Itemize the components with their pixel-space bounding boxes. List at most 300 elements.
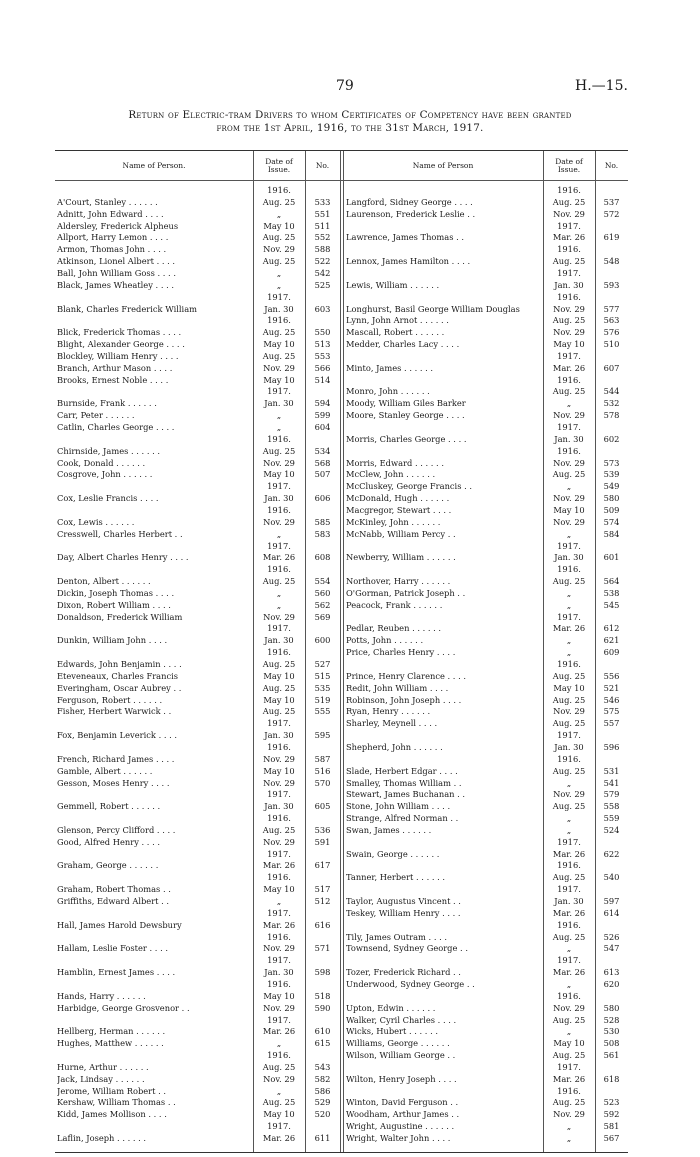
person-name: Price, Charles Henry . . . .: [346, 647, 456, 658]
table-row: [55, 1062, 628, 1072]
certificate-number: 587: [314, 753, 331, 764]
issue-date: 1916.: [267, 813, 291, 824]
certificate-number: 549: [603, 481, 620, 492]
issue-date: 1916.: [557, 1085, 581, 1096]
issue-date: Aug. 25: [552, 801, 586, 812]
table-row: [55, 754, 628, 764]
issue-date: Nov. 29: [553, 208, 585, 219]
certificate-number: 605: [314, 801, 331, 812]
issue-date: Aug. 25: [552, 315, 586, 326]
table-row: [55, 695, 628, 705]
certificate-number: 606: [314, 493, 331, 504]
issue-date: 1916.: [267, 741, 291, 752]
person-name: Gamble, Albert . . . . . .: [57, 765, 153, 776]
issue-date: Aug. 25: [262, 445, 296, 456]
certificate-number: 539: [603, 469, 620, 480]
certificate-number: 574: [603, 516, 620, 527]
person-name: Minto, James . . . . . .: [346, 362, 434, 373]
table-row: [55, 1015, 628, 1025]
person-name: Laflin, Joseph . . . . . .: [57, 1133, 147, 1143]
issue-date: Nov. 29: [263, 1002, 295, 1013]
issue-date: 1917.: [557, 422, 581, 432]
person-name: Morris, Edward . . . . . .: [346, 457, 444, 468]
certificate-number: 597: [603, 896, 620, 906]
certificate-number: 564: [603, 576, 620, 587]
issue-date: „: [566, 813, 572, 824]
person-name: Graham, George . . . . . .: [57, 860, 159, 871]
issue-date: Jan. 30: [264, 398, 294, 409]
certificate-number: 595: [314, 730, 331, 741]
person-name: Everingham, Oscar Aubrey . .: [57, 682, 182, 693]
certificate-number: 622: [603, 848, 620, 859]
left-name-header: Name of Person.: [122, 160, 186, 170]
certificate-number: 525: [314, 279, 331, 290]
person-name: Jack, Lindsay . . . . . .: [57, 1073, 145, 1084]
issue-date: 1917.: [557, 611, 581, 622]
person-name: Catlin, Charles George . . . .: [57, 422, 175, 432]
issue-date: May 10: [263, 339, 295, 350]
issue-date: „: [566, 777, 572, 788]
issue-date: Aug. 25: [262, 1097, 296, 1108]
certificate-number: 511: [314, 220, 331, 231]
certificate-number: 570: [314, 777, 331, 788]
certificate-number: 521: [603, 682, 620, 693]
person-name: Ball, John William Goss . . . .: [57, 267, 176, 278]
person-name: Hands, Harry . . . . . .: [57, 990, 146, 1001]
person-name: Northover, Harry . . . . . .: [346, 576, 451, 587]
certificate-number: 518: [314, 990, 331, 1001]
person-name: Denton, Albert . . . . . .: [57, 576, 151, 587]
issue-date: 1917.: [267, 540, 291, 551]
table-row: [55, 813, 628, 823]
issue-date: 1917.: [267, 848, 291, 859]
issue-date: 1917.: [267, 623, 291, 634]
person-name: Burnside, Frank . . . . . .: [57, 398, 157, 409]
table-row: [55, 730, 628, 740]
certificate-number: 526: [603, 931, 620, 942]
issue-date: Aug. 25: [262, 706, 296, 717]
certificate-number: 576: [603, 327, 620, 338]
certificate-number: 560: [314, 587, 331, 598]
certificate-number: 551: [314, 208, 331, 219]
certificate-number: 541: [603, 777, 620, 788]
table-row: [55, 292, 628, 302]
issue-date: 1916.: [557, 919, 581, 930]
issue-date: Aug. 25: [262, 350, 296, 361]
table-row: [55, 896, 628, 906]
issue-date: Nov. 29: [263, 362, 295, 373]
issue-date: Aug. 25: [262, 1061, 296, 1072]
page-number: 79: [336, 78, 354, 94]
issue-date: „: [276, 1038, 282, 1049]
table-row: [55, 315, 628, 325]
issue-date: „: [276, 279, 282, 290]
table-row: [55, 801, 628, 811]
issue-date: Nov. 29: [553, 457, 585, 468]
person-name: Morris, Charles George . . . .: [346, 433, 467, 444]
issue-date: Aug. 25: [552, 256, 586, 267]
person-name: Dickin, Joseph Thomas . . . .: [57, 587, 175, 598]
person-name: Ryan, Henry . . . . . .: [346, 706, 431, 717]
table-row: [55, 363, 628, 373]
issue-date: 1917.: [557, 955, 581, 966]
certificate-number: 621: [603, 635, 620, 646]
table-row: [55, 849, 628, 859]
issue-date: 1916.: [557, 564, 581, 575]
table-row: [55, 410, 628, 420]
issue-date: 1917.: [267, 1014, 291, 1025]
person-name: Lawrence, James Thomas . .: [346, 232, 465, 243]
person-name: Wicks, Hubert . . . . . .: [346, 1026, 438, 1037]
table-row: [55, 185, 628, 195]
certificate-number: 545: [603, 599, 620, 610]
certificate-number: 614: [603, 907, 620, 918]
certificate-number: 569: [314, 611, 331, 622]
person-name: Fox, Benjamin Leverick . . . .: [57, 730, 178, 741]
certificate-number: 582: [314, 1073, 331, 1084]
person-name: Cox, Lewis . . . . . .: [57, 516, 135, 527]
issue-date: Mar. 26: [262, 1026, 296, 1037]
issue-date: „: [566, 599, 572, 610]
certificate-number: 514: [314, 374, 331, 385]
issue-date: 1917.: [557, 220, 581, 231]
person-name: Robinson, John Joseph . . . .: [346, 694, 462, 705]
issue-date: 1916.: [267, 185, 291, 195]
table-row: [55, 304, 628, 314]
table-row: [55, 706, 628, 716]
certificate-number: 563: [603, 315, 620, 326]
table-row: [55, 446, 628, 456]
issue-date: 1917.: [557, 730, 581, 741]
table-row: [55, 932, 628, 942]
issue-date: 1916.: [267, 647, 291, 658]
certificate-number: 537: [603, 196, 620, 207]
issue-date: Jan. 30: [554, 279, 584, 290]
person-name: Laurenson, Frederick Leslie . .: [346, 208, 476, 219]
person-name: Wright, Augustine . . . . . .: [346, 1121, 455, 1132]
table-row: [55, 991, 628, 1001]
table-row: [55, 1003, 628, 1013]
person-name: McCluskey, George Francis . .: [346, 481, 473, 492]
issue-date: 1916.: [557, 291, 581, 302]
issue-date: Mar. 26: [552, 848, 586, 859]
person-name: Dunkin, William John . . . .: [57, 635, 168, 646]
issue-date: 1916.: [557, 445, 581, 456]
certificate-number: 575: [603, 706, 620, 717]
person-name: Lynn, John Arnot . . . . . .: [346, 315, 449, 326]
person-name: Wilton, Henry Joseph . . . .: [346, 1073, 457, 1084]
certificate-number: 573: [603, 457, 620, 468]
table-row: [55, 1086, 628, 1096]
title-line-1: Return of Electric-tram Drivers to whom Certificates of Competency have been granted: [128, 109, 572, 121]
table-row: [55, 351, 628, 361]
certificate-number: 578: [603, 410, 620, 421]
certificate-number: 552: [314, 232, 331, 243]
certificate-number: 556: [603, 670, 620, 681]
issue-date: Nov. 29: [553, 327, 585, 338]
issue-date: Nov. 29: [263, 1073, 295, 1084]
person-name: O'Gorman, Patrick Joseph . .: [346, 587, 466, 598]
person-name: Peacock, Frank . . . . . .: [346, 599, 443, 610]
person-name: Aldersley, Frederick Alpheus: [57, 220, 179, 231]
table-row: [55, 943, 628, 953]
certificate-number: 512: [314, 896, 331, 906]
certificate-number: 562: [314, 599, 331, 610]
issue-date: Aug. 25: [552, 1050, 586, 1061]
person-name: Macgregor, Stewart . . . .: [346, 504, 452, 515]
issue-date: 1916.: [267, 1050, 291, 1061]
person-name: Cook, Donald . . . . . .: [57, 457, 146, 468]
issue-date: „: [276, 587, 282, 598]
table-row: [55, 647, 628, 657]
certificate-number: 600: [314, 635, 331, 646]
issue-date: Nov. 29: [553, 516, 585, 527]
person-name: Glenson, Percy Clifford . . . .: [57, 824, 176, 835]
issue-date: Nov. 29: [263, 753, 295, 764]
certificate-number: 583: [314, 528, 331, 539]
right-name-header: Name of Person: [412, 160, 474, 170]
person-name: Teskey, William Henry . . . .: [346, 907, 461, 918]
person-name: Gemmell, Robert . . . . . .: [57, 801, 161, 812]
person-name: Longhurst, Basil George William Douglas: [346, 303, 520, 314]
table-row: [55, 860, 628, 870]
issue-date: Jan. 30: [264, 635, 294, 646]
certificate-number: 611: [314, 1133, 331, 1143]
person-name: Moore, Stanley George . . . .: [346, 410, 465, 421]
person-name: Graham, Robert Thomas . .: [57, 884, 171, 895]
table-row: [55, 422, 628, 432]
table-row: [55, 541, 628, 551]
issue-date: 1916.: [267, 504, 291, 515]
certificate-number: 528: [603, 1014, 620, 1025]
person-name: Taylor, Augustus Vincent . .: [346, 896, 461, 906]
issue-date: 1916.: [557, 185, 581, 195]
table-row: [55, 398, 628, 408]
certificate-number: 530: [603, 1026, 620, 1037]
certificate-number: 534: [314, 445, 331, 456]
issue-date: Mar. 26: [262, 860, 296, 871]
table-row: [55, 635, 628, 645]
issue-date: „: [566, 398, 572, 409]
issue-date: Nov. 29: [553, 1109, 585, 1120]
left-date-header: Date of Issue.: [265, 156, 293, 174]
table-row: [55, 884, 628, 894]
issue-date: Mar. 26: [552, 623, 586, 634]
table-row: [55, 1026, 628, 1036]
table-row: [55, 375, 628, 385]
certificate-number: 615: [314, 1038, 331, 1049]
issue-date: „: [566, 1133, 572, 1143]
issue-date: 1917.: [267, 1121, 291, 1132]
table-row: [55, 481, 628, 491]
person-name: Donaldson, Frederick William: [57, 611, 183, 622]
issue-date: Nov. 29: [263, 244, 295, 255]
person-name: Newberry, William . . . . . .: [346, 552, 456, 563]
table-row: [55, 197, 628, 207]
certificate-number: 548: [603, 256, 620, 267]
issue-date: Aug. 25: [552, 196, 586, 207]
certificate-number: 619: [603, 232, 620, 243]
person-name: Fisher, Herbert Warwick . .: [57, 706, 172, 717]
person-name: Slade, Herbert Edgar . . . .: [346, 765, 458, 776]
certificate-number: 540: [603, 872, 620, 883]
right-date-header: Date of Issue.: [555, 156, 583, 174]
issue-date: Aug. 25: [262, 256, 296, 267]
issue-date: Aug. 25: [262, 327, 296, 338]
person-name: Blank, Charles Frederick William: [57, 303, 198, 314]
certificate-number: 557: [603, 718, 620, 729]
issue-date: 1917.: [557, 267, 581, 278]
issue-date: 1916.: [267, 564, 291, 575]
table-row: [55, 564, 628, 574]
person-name: Lennox, James Hamilton . . . .: [346, 256, 471, 267]
certificate-number: 555: [314, 706, 331, 717]
certificate-number: 507: [314, 469, 331, 480]
issue-date: Mar. 26: [552, 1073, 586, 1084]
issue-date: May 10: [553, 504, 585, 515]
certificate-number: 586: [314, 1085, 331, 1096]
person-name: Blight, Alexander George . . . .: [57, 339, 185, 350]
certificate-number: 553: [314, 350, 331, 361]
issue-date: Nov. 29: [263, 777, 295, 788]
certificate-number: 515: [314, 670, 331, 681]
issue-date: Aug. 25: [262, 576, 296, 587]
table-row: [55, 458, 628, 468]
certificate-number: 531: [603, 765, 620, 776]
issue-date: „: [566, 481, 572, 492]
issue-date: Mar. 26: [552, 232, 586, 243]
issue-date: „: [276, 528, 282, 539]
certificate-number: 584: [603, 528, 620, 539]
certificate-number: 609: [603, 647, 620, 658]
table-row: [55, 1121, 628, 1131]
issue-date: Aug. 25: [262, 824, 296, 835]
issue-date: Jan. 30: [264, 493, 294, 504]
certificate-number: 617: [314, 860, 331, 871]
person-name: Swan, James . . . . . .: [346, 824, 432, 835]
issue-date: 1916.: [267, 978, 291, 989]
certificates-table: [55, 150, 628, 1153]
certificate-number: 594: [314, 398, 331, 409]
person-name: Wilson, William George . .: [346, 1050, 456, 1061]
person-name: French, Richard James . . . .: [57, 753, 175, 764]
person-name: Stone, John William . . . .: [346, 801, 451, 812]
certificate-number: 618: [603, 1073, 620, 1084]
person-name: Strange, Alfred Norman . .: [346, 813, 459, 824]
certificate-number: 520: [314, 1109, 331, 1120]
certificate-number: 517: [314, 884, 331, 895]
table-row: [55, 1038, 628, 1048]
issue-date: Jan. 30: [554, 896, 584, 906]
person-name: Tily, James Outram . . . .: [346, 931, 448, 942]
issue-date: „: [566, 978, 572, 989]
person-name: A'Court, Stanley . . . . . .: [57, 196, 158, 207]
issue-date: 1916.: [557, 244, 581, 255]
certificate-number: 592: [603, 1109, 620, 1120]
certificate-number: 602: [603, 433, 620, 444]
issue-date: „: [276, 410, 282, 421]
issue-date: May 10: [263, 884, 295, 895]
person-name: Cosgrove, John . . . . . .: [57, 469, 153, 480]
issue-date: May 10: [263, 694, 295, 705]
certificate-number: 547: [603, 943, 620, 954]
issue-date: „: [566, 943, 572, 954]
issue-date: Aug. 25: [552, 576, 586, 587]
issue-date: 1916.: [267, 315, 291, 326]
issue-date: Nov. 29: [553, 706, 585, 717]
table-row: [55, 789, 628, 799]
person-name: Stewart, James Buchanan . .: [346, 789, 466, 800]
person-name: McKinley, John . . . . . .: [346, 516, 441, 527]
certificate-number: 522: [314, 256, 331, 267]
table-row: [55, 339, 628, 349]
person-name: Day, Albert Charles Henry . . . .: [57, 552, 189, 563]
certificate-number: 533: [314, 196, 331, 207]
certificate-number: 580: [603, 493, 620, 504]
certificate-number: 558: [603, 801, 620, 812]
certificate-number: 608: [314, 552, 331, 563]
issue-date: 1916.: [557, 860, 581, 871]
table-row: [55, 280, 628, 290]
person-name: Mascall, Robert . . . . . .: [346, 327, 445, 338]
certificate-number: 577: [603, 303, 620, 314]
table-row: [55, 967, 628, 977]
table-row: [55, 232, 628, 242]
issue-date: May 10: [263, 670, 295, 681]
table-row: [55, 529, 628, 539]
person-name: Potts, John . . . . . .: [346, 635, 424, 646]
issue-date: 1917.: [557, 540, 581, 551]
table-row: [55, 908, 628, 918]
issue-date: Nov. 29: [263, 943, 295, 954]
table-row: [55, 778, 628, 788]
person-name: Chirnside, James . . . . . .: [57, 445, 161, 456]
table-row: [55, 588, 628, 598]
certificate-number: 527: [314, 659, 331, 669]
issue-date: 1916.: [557, 374, 581, 385]
table-row: [55, 576, 628, 586]
issue-date: 1917.: [267, 291, 291, 302]
certificate-number: 620: [603, 978, 620, 989]
issue-date: 1917.: [267, 481, 291, 492]
issue-date: 1917.: [557, 1061, 581, 1072]
certificate-number: 603: [314, 303, 331, 314]
person-name: Moody, William Giles Barker: [346, 398, 466, 409]
person-name: Woodham, Arthur James . .: [346, 1109, 460, 1120]
certificate-number: 519: [314, 694, 331, 705]
table-row: [55, 825, 628, 835]
issue-date: Nov. 29: [553, 303, 585, 314]
issue-date: 1916.: [557, 753, 581, 764]
certificate-number: 596: [603, 741, 620, 752]
certificate-number: 572: [603, 208, 620, 219]
certificate-number: 508: [603, 1038, 620, 1049]
issue-date: „: [566, 1121, 572, 1132]
issue-date: Aug. 25: [552, 386, 586, 397]
issue-date: „: [566, 647, 572, 658]
certificate-number: 598: [314, 967, 331, 978]
certificate-number: 561: [603, 1050, 620, 1061]
certificate-number: 593: [603, 279, 620, 290]
person-name: Harbidge, George Grosvenor . .: [57, 1002, 190, 1013]
certificate-number: 546: [603, 694, 620, 705]
person-name: Carr, Peter . . . . . .: [57, 410, 135, 421]
issue-date: Mar. 26: [262, 919, 296, 930]
table-row: [55, 386, 628, 396]
issue-date: 1917.: [557, 836, 581, 847]
table-row: [55, 327, 628, 337]
person-name: Adnitt, John Edward . . . .: [57, 208, 164, 219]
